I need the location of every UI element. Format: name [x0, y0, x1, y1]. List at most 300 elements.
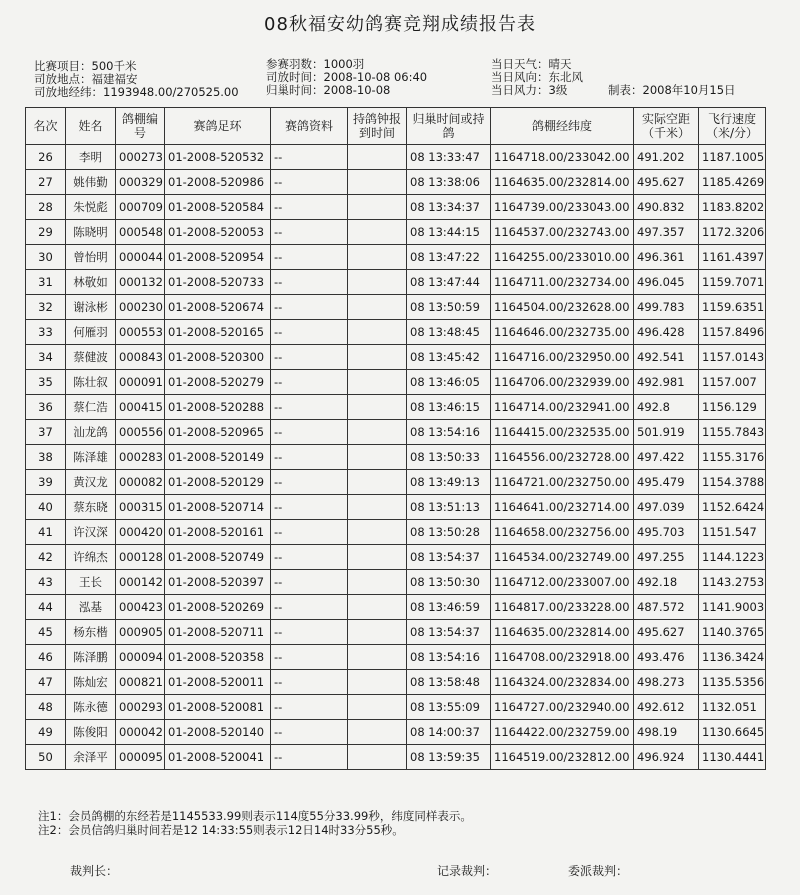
table-row: [26, 520, 766, 545]
cell-return-time: 08 13:55:09: [407, 695, 491, 720]
cell-loft-id: 000273: [116, 145, 165, 170]
cell-ring: 01-2008-520041: [165, 745, 271, 770]
cell-clock-time: [348, 520, 407, 545]
info-made-date: 制表：2008年10月15日: [608, 83, 736, 97]
cell-rank: 48: [26, 695, 66, 720]
header-speed: 飞行速度（米/分）: [699, 108, 766, 145]
cell-return-time: 08 13:48:45: [407, 320, 491, 345]
cell-pigeon-info: --: [271, 745, 348, 770]
cell-loft-id: 000315: [116, 495, 165, 520]
info-event: 比赛项目：500千米: [34, 59, 137, 73]
cell-loft-coords: 1164727.00/232940.00: [491, 695, 634, 720]
cell-ring: 01-2008-520165: [165, 320, 271, 345]
table-row: [26, 620, 766, 645]
cell-ring: 01-2008-520053: [165, 220, 271, 245]
cell-speed: 1135.5356: [699, 670, 766, 695]
cell-distance: 495.627: [634, 170, 699, 195]
header-rank: 名次: [26, 108, 66, 145]
cell-loft-id: 000905: [116, 620, 165, 645]
cell-rank: 31: [26, 270, 66, 295]
info-weather: 当日天气：晴天: [491, 57, 572, 71]
cell-distance: 497.357: [634, 220, 699, 245]
cell-name: 蔡仁浩: [66, 395, 116, 420]
cell-loft-coords: 1164721.00/232750.00: [491, 470, 634, 495]
cell-name: 许汉深: [66, 520, 116, 545]
cell-pigeon-info: --: [271, 220, 348, 245]
cell-clock-time: [348, 720, 407, 745]
cell-speed: 1151.547: [699, 520, 766, 545]
cell-speed: 1143.2753: [699, 570, 766, 595]
cell-distance: 497.422: [634, 445, 699, 470]
table-header-row: [26, 108, 766, 145]
cell-loft-id: 000293: [116, 695, 165, 720]
cell-rank: 44: [26, 595, 66, 620]
cell-pigeon-info: --: [271, 320, 348, 345]
table-row: [26, 395, 766, 420]
cell-loft-coords: 1164718.00/233042.00: [491, 145, 634, 170]
cell-clock-time: [348, 695, 407, 720]
cell-rank: 45: [26, 620, 66, 645]
header-loft-coords: 鸽棚经纬度: [491, 108, 634, 145]
cell-distance: 487.572: [634, 595, 699, 620]
table-row: [26, 270, 766, 295]
cell-distance: 492.981: [634, 370, 699, 395]
header-return-time: 归巢时间或持鸽: [407, 108, 491, 145]
cell-rank: 49: [26, 720, 66, 745]
cell-ring: 01-2008-520749: [165, 545, 271, 570]
cell-ring: 01-2008-520358: [165, 645, 271, 670]
cell-speed: 1155.7843: [699, 420, 766, 445]
cell-rank: 41: [26, 520, 66, 545]
cell-distance: 496.361: [634, 245, 699, 270]
cell-distance: 497.255: [634, 545, 699, 570]
table-row: [26, 595, 766, 620]
cell-loft-id: 000548: [116, 220, 165, 245]
cell-rank: 42: [26, 545, 66, 570]
table-row: [26, 670, 766, 695]
cell-clock-time: [348, 170, 407, 195]
cell-speed: 1172.3206: [699, 220, 766, 245]
cell-speed: 1155.3176: [699, 445, 766, 470]
cell-ring: 01-2008-520288: [165, 395, 271, 420]
cell-speed: 1159.6351: [699, 295, 766, 320]
cell-loft-id: 000094: [116, 645, 165, 670]
cell-loft-id: 000553: [116, 320, 165, 345]
cell-clock-time: [348, 570, 407, 595]
cell-clock-time: [348, 420, 407, 445]
cell-speed: 1159.7071: [699, 270, 766, 295]
cell-loft-id: 000091: [116, 370, 165, 395]
page-title: 08秋福安幼鸽赛竞翔成绩报告表: [264, 14, 536, 35]
cell-loft-coords: 1164422.00/232759.00: [491, 720, 634, 745]
cell-distance: 491.202: [634, 145, 699, 170]
cell-name: 泓基: [66, 595, 116, 620]
cell-return-time: 08 13:49:13: [407, 470, 491, 495]
cell-speed: 1157.8496: [699, 320, 766, 345]
table-row: [26, 720, 766, 745]
cell-pigeon-info: --: [271, 695, 348, 720]
cell-loft-id: 000709: [116, 195, 165, 220]
cell-return-time: 08 13:54:16: [407, 645, 491, 670]
cell-distance: 498.273: [634, 670, 699, 695]
cell-loft-id: 000230: [116, 295, 165, 320]
cell-name: 陈永德: [66, 695, 116, 720]
cell-loft-id: 000142: [116, 570, 165, 595]
note-2: 注2：会员信鸽归巢时间若是12 14:33:55则表示12日14时33分55秒。: [38, 823, 404, 837]
cell-ring: 01-2008-520149: [165, 445, 271, 470]
cell-distance: 501.919: [634, 420, 699, 445]
cell-loft-coords: 1164658.00/232756.00: [491, 520, 634, 545]
cell-speed: 1130.4441: [699, 745, 766, 770]
info-wind-force: 当日风力：3级: [491, 83, 568, 97]
cell-loft-coords: 1164711.00/232734.00: [491, 270, 634, 295]
cell-name: 许绵杰: [66, 545, 116, 570]
cell-loft-id: 000283: [116, 445, 165, 470]
cell-rank: 43: [26, 570, 66, 595]
cell-return-time: 08 13:46:59: [407, 595, 491, 620]
cell-speed: 1187.1005: [699, 145, 766, 170]
table-row: [26, 145, 766, 170]
cell-distance: 493.476: [634, 645, 699, 670]
cell-clock-time: [348, 345, 407, 370]
cell-return-time: 08 13:46:05: [407, 370, 491, 395]
cell-return-time: 08 13:50:59: [407, 295, 491, 320]
cell-ring: 01-2008-520269: [165, 595, 271, 620]
cell-clock-time: [348, 620, 407, 645]
cell-name: 陈灿宏: [66, 670, 116, 695]
cell-loft-coords: 1164706.00/232939.00: [491, 370, 634, 395]
cell-loft-id: 000556: [116, 420, 165, 445]
cell-loft-coords: 1164415.00/232535.00: [491, 420, 634, 445]
table-row: [26, 195, 766, 220]
cell-name: 王长: [66, 570, 116, 595]
cell-name: 余泽平: [66, 745, 116, 770]
cell-clock-time: [348, 195, 407, 220]
cell-ring: 01-2008-520081: [165, 695, 271, 720]
cell-loft-coords: 1164708.00/232918.00: [491, 645, 634, 670]
cell-clock-time: [348, 445, 407, 470]
cell-return-time: 08 13:58:48: [407, 670, 491, 695]
cell-name: 谢泳彬: [66, 295, 116, 320]
cell-pigeon-info: --: [271, 620, 348, 645]
cell-ring: 01-2008-520532: [165, 145, 271, 170]
cell-pigeon-info: --: [271, 470, 348, 495]
cell-rank: 27: [26, 170, 66, 195]
notes: [38, 809, 472, 837]
cell-pigeon-info: --: [271, 345, 348, 370]
cell-ring: 01-2008-520965: [165, 420, 271, 445]
cell-loft-coords: 1164712.00/233007.00: [491, 570, 634, 595]
cell-return-time: 08 13:33:47: [407, 145, 491, 170]
cell-pigeon-info: --: [271, 445, 348, 470]
cell-name: 杨东楷: [66, 620, 116, 645]
table-row: [26, 695, 766, 720]
cell-loft-id: 000082: [116, 470, 165, 495]
info-release-time: 司放时间：2008-10-08 06:40: [266, 70, 428, 84]
cell-pigeon-info: --: [271, 720, 348, 745]
cell-clock-time: [348, 245, 407, 270]
header-ring: 赛鸽足环: [165, 108, 271, 145]
cell-return-time: 08 13:54:37: [407, 545, 491, 570]
info-return-time: 归巢时间：2008-10-08: [266, 83, 391, 97]
header-pigeon-info: 赛鸽资料: [271, 108, 348, 145]
cell-loft-id: 000132: [116, 270, 165, 295]
cell-clock-time: [348, 470, 407, 495]
cell-clock-time: [348, 220, 407, 245]
info-release-place: 司放地点：福建福安: [34, 72, 138, 86]
cell-speed: 1157.0143: [699, 345, 766, 370]
cell-loft-coords: 1164324.00/232834.00: [491, 670, 634, 695]
cell-loft-id: 000420: [116, 520, 165, 545]
cell-distance: 496.045: [634, 270, 699, 295]
cell-return-time: 08 13:54:37: [407, 620, 491, 645]
cell-name: 陈泽鹏: [66, 645, 116, 670]
cell-distance: 492.8: [634, 395, 699, 420]
results-table: [25, 107, 766, 770]
cell-loft-coords: 1164255.00/233010.00: [491, 245, 634, 270]
cell-clock-time: [348, 495, 407, 520]
header-name: 姓名: [66, 108, 116, 145]
cell-loft-coords: 1164714.00/232941.00: [491, 395, 634, 420]
cell-loft-coords: 1164537.00/232743.00: [491, 220, 634, 245]
cell-pigeon-info: --: [271, 670, 348, 695]
info-wind-direction: 当日风向：东北风: [491, 70, 583, 84]
cell-pigeon-info: --: [271, 170, 348, 195]
cell-rank: 40: [26, 495, 66, 520]
cell-rank: 36: [26, 395, 66, 420]
cell-rank: 50: [26, 745, 66, 770]
table-row: [26, 570, 766, 595]
cell-ring: 01-2008-520954: [165, 245, 271, 270]
results-body: [26, 145, 766, 770]
cell-pigeon-info: --: [271, 370, 348, 395]
info-entries: 参赛羽数：1000羽: [266, 57, 365, 71]
cell-pigeon-info: --: [271, 195, 348, 220]
cell-speed: 1152.6424: [699, 495, 766, 520]
cell-return-time: 08 13:46:15: [407, 395, 491, 420]
cell-name: 陈壮叙: [66, 370, 116, 395]
cell-rank: 32: [26, 295, 66, 320]
note-1: 注1：会员鸽棚的东经若是1145533.99则表示114度55分33.99秒，纬度同样表示。: [38, 809, 472, 823]
cell-loft-id: 000329: [116, 170, 165, 195]
cell-speed: 1140.3765: [699, 620, 766, 645]
cell-loft-id: 000128: [116, 545, 165, 570]
header-clock-time: 持鸽钟报到时间: [348, 108, 407, 145]
info-block-3: [491, 58, 583, 97]
header-loft-id: 鸽棚编号: [116, 108, 165, 145]
cell-loft-coords: 1164556.00/232728.00: [491, 445, 634, 470]
cell-loft-coords: 1164646.00/232735.00: [491, 320, 634, 345]
table-row: [26, 320, 766, 345]
cell-return-time: 08 13:50:33: [407, 445, 491, 470]
cell-pigeon-info: --: [271, 570, 348, 595]
cell-loft-coords: 1164635.00/232814.00: [491, 620, 634, 645]
cell-loft-id: 000821: [116, 670, 165, 695]
cell-distance: 492.541: [634, 345, 699, 370]
table-row: [26, 245, 766, 270]
cell-ring: 01-2008-520279: [165, 370, 271, 395]
table-row: [26, 470, 766, 495]
cell-speed: 1144.1223: [699, 545, 766, 570]
cell-clock-time: [348, 545, 407, 570]
cell-rank: 39: [26, 470, 66, 495]
cell-distance: 498.19: [634, 720, 699, 745]
cell-speed: 1136.3424: [699, 645, 766, 670]
cell-pigeon-info: --: [271, 495, 348, 520]
cell-ring: 01-2008-520584: [165, 195, 271, 220]
cell-return-time: 08 13:54:16: [407, 420, 491, 445]
cell-distance: 495.627: [634, 620, 699, 645]
cell-ring: 01-2008-520397: [165, 570, 271, 595]
cell-return-time: 08 13:51:13: [407, 495, 491, 520]
table-row: [26, 745, 766, 770]
cell-return-time: 08 13:59:35: [407, 745, 491, 770]
cell-ring: 01-2008-520733: [165, 270, 271, 295]
table-row: [26, 495, 766, 520]
cell-pigeon-info: --: [271, 270, 348, 295]
cell-name: 陈晓明: [66, 220, 116, 245]
cell-loft-coords: 1164519.00/232812.00: [491, 745, 634, 770]
cell-name: 陈泽雄: [66, 445, 116, 470]
table-row: [26, 170, 766, 195]
cell-return-time: 08 13:45:42: [407, 345, 491, 370]
cell-ring: 01-2008-520714: [165, 495, 271, 520]
cell-rank: 30: [26, 245, 66, 270]
cell-loft-id: 000095: [116, 745, 165, 770]
cell-pigeon-info: --: [271, 395, 348, 420]
cell-pigeon-info: --: [271, 595, 348, 620]
cell-clock-time: [348, 270, 407, 295]
cell-return-time: 08 13:38:06: [407, 170, 491, 195]
info-block-1: [34, 60, 239, 99]
cell-speed: 1183.8202: [699, 195, 766, 220]
cell-distance: 492.18: [634, 570, 699, 595]
cell-distance: 499.783: [634, 295, 699, 320]
cell-name: 姚伟勤: [66, 170, 116, 195]
signature-chief-judge: 裁判长：: [70, 864, 119, 878]
cell-pigeon-info: --: [271, 145, 348, 170]
cell-distance: 497.039: [634, 495, 699, 520]
cell-loft-coords: 1164534.00/232749.00: [491, 545, 634, 570]
table-row: [26, 545, 766, 570]
cell-ring: 01-2008-520300: [165, 345, 271, 370]
cell-clock-time: [348, 370, 407, 395]
table-row: [26, 370, 766, 395]
cell-return-time: 08 13:47:44: [407, 270, 491, 295]
table-row: [26, 445, 766, 470]
cell-loft-id: 000042: [116, 720, 165, 745]
cell-distance: 496.428: [634, 320, 699, 345]
info-release-coords: 司放地经纬：1193948.00/270525.00: [34, 85, 239, 99]
cell-loft-id: 000423: [116, 595, 165, 620]
cell-speed: 1157.007: [699, 370, 766, 395]
cell-rank: 28: [26, 195, 66, 220]
cell-clock-time: [348, 645, 407, 670]
cell-loft-coords: 1164739.00/233043.00: [491, 195, 634, 220]
cell-return-time: 08 13:44:15: [407, 220, 491, 245]
cell-ring: 01-2008-520011: [165, 670, 271, 695]
cell-distance: 495.479: [634, 470, 699, 495]
cell-pigeon-info: --: [271, 245, 348, 270]
cell-speed: 1185.4269: [699, 170, 766, 195]
table-row: [26, 345, 766, 370]
cell-speed: 1154.3788: [699, 470, 766, 495]
cell-distance: 490.832: [634, 195, 699, 220]
cell-name: 黄汉龙: [66, 470, 116, 495]
cell-name: 林敬如: [66, 270, 116, 295]
cell-rank: 34: [26, 345, 66, 370]
cell-name: 李明: [66, 145, 116, 170]
cell-rank: 29: [26, 220, 66, 245]
cell-clock-time: [348, 320, 407, 345]
signature-record-judge: 记录裁判：: [437, 864, 498, 878]
cell-name: 曾怡明: [66, 245, 116, 270]
cell-ring: 01-2008-520674: [165, 295, 271, 320]
cell-speed: 1130.6645: [699, 720, 766, 745]
cell-speed: 1161.4397: [699, 245, 766, 270]
cell-pigeon-info: --: [271, 295, 348, 320]
cell-rank: 26: [26, 145, 66, 170]
cell-return-time: 08 13:47:22: [407, 245, 491, 270]
cell-name: 朱悦彪: [66, 195, 116, 220]
cell-clock-time: [348, 745, 407, 770]
cell-speed: 1141.9003: [699, 595, 766, 620]
header-distance: 实际空距（千米）: [634, 108, 699, 145]
info-block-2: [266, 58, 427, 97]
cell-loft-coords: 1164817.00/233228.00: [491, 595, 634, 620]
cell-ring: 01-2008-520129: [165, 470, 271, 495]
table-row: [26, 295, 766, 320]
cell-rank: 38: [26, 445, 66, 470]
cell-clock-time: [348, 145, 407, 170]
cell-loft-coords: 1164635.00/232814.00: [491, 170, 634, 195]
cell-ring: 01-2008-520161: [165, 520, 271, 545]
cell-name: 汕龙鸽: [66, 420, 116, 445]
cell-return-time: 08 13:34:37: [407, 195, 491, 220]
cell-return-time: 08 13:50:30: [407, 570, 491, 595]
cell-name: 陈俊阳: [66, 720, 116, 745]
cell-clock-time: [348, 595, 407, 620]
cell-ring: 01-2008-520711: [165, 620, 271, 645]
cell-pigeon-info: --: [271, 520, 348, 545]
signature-assigned-judge: 委派裁判：: [568, 864, 629, 878]
table-row: [26, 420, 766, 445]
cell-rank: 35: [26, 370, 66, 395]
cell-distance: 496.924: [634, 745, 699, 770]
cell-rank: 46: [26, 645, 66, 670]
table-row: [26, 220, 766, 245]
cell-rank: 47: [26, 670, 66, 695]
cell-clock-time: [348, 395, 407, 420]
cell-speed: 1132.051: [699, 695, 766, 720]
cell-name: 何雁羽: [66, 320, 116, 345]
cell-return-time: 08 14:00:37: [407, 720, 491, 745]
cell-ring: 01-2008-520986: [165, 170, 271, 195]
cell-rank: 33: [26, 320, 66, 345]
cell-loft-coords: 1164641.00/232714.00: [491, 495, 634, 520]
cell-pigeon-info: --: [271, 420, 348, 445]
cell-distance: 495.703: [634, 520, 699, 545]
cell-name: 蔡东晓: [66, 495, 116, 520]
cell-pigeon-info: --: [271, 545, 348, 570]
cell-name: 蔡健波: [66, 345, 116, 370]
cell-loft-id: 000415: [116, 395, 165, 420]
cell-loft-coords: 1164504.00/232628.00: [491, 295, 634, 320]
cell-return-time: 08 13:50:28: [407, 520, 491, 545]
cell-clock-time: [348, 670, 407, 695]
cell-clock-time: [348, 295, 407, 320]
cell-speed: 1156.129: [699, 395, 766, 420]
